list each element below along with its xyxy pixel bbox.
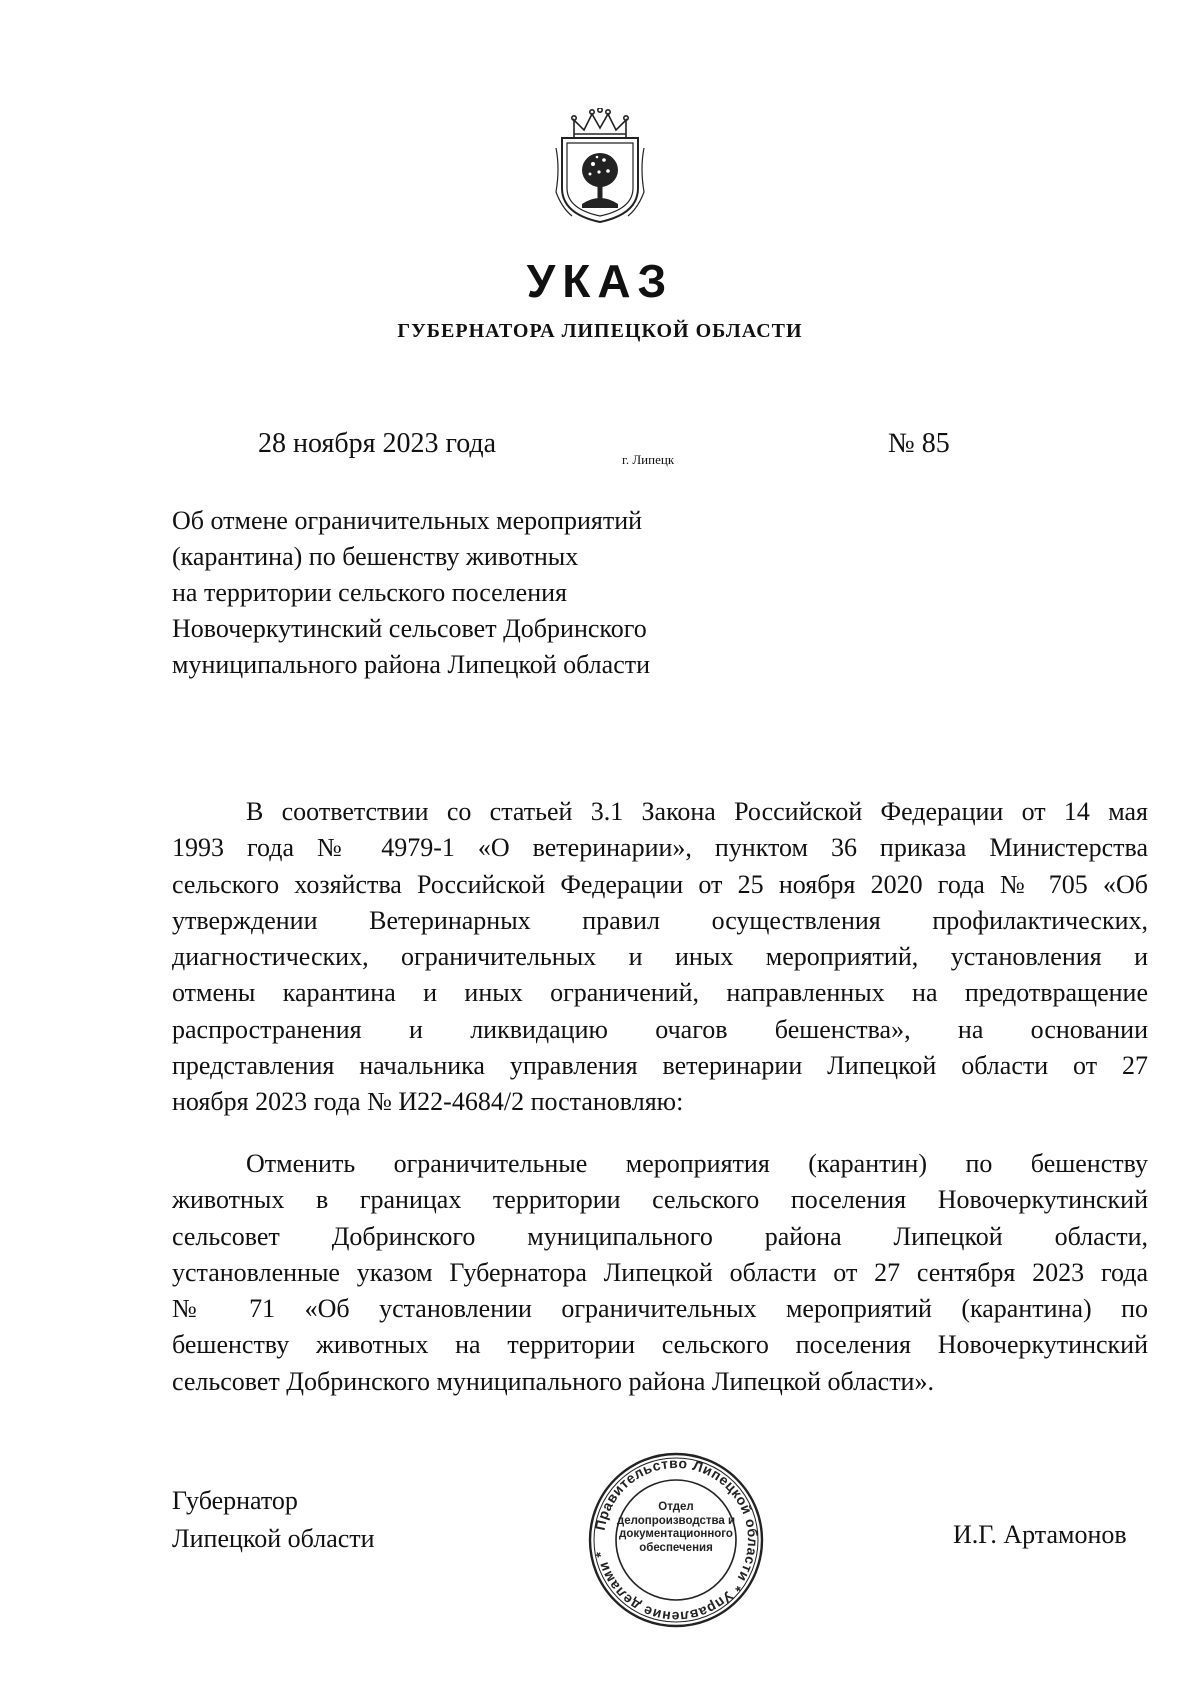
paragraph-legal-basis xyxy=(172,794,1148,1121)
decree-subject xyxy=(172,503,732,683)
decree-date: 28 ноября 2023 года xyxy=(258,428,497,459)
paragraph-line: бешенству животных на территории сельского поселения Новочеркутинский xyxy=(172,1330,1148,1360)
stamp-outer-text: Правительство Липецкой области * Управление делами * xyxy=(591,1454,762,1626)
document-title: УКАЗ xyxy=(526,255,674,307)
paragraph-line: № 71 «Об установлении ограничительных мероприятий (карантина) по xyxy=(172,1294,1148,1324)
paragraph-line: сельского хозяйства Российской Федерации от 25 ноября 2020 года № 705 «Об xyxy=(172,869,1148,899)
paragraph-line: сельсовет Добринского муниципального района Липецкой области, xyxy=(172,1221,1148,1251)
paragraph-line: отмены карантина и иных ограничений, направленных на предотвращение xyxy=(172,978,1148,1008)
signatory-position-line: Липецкой области xyxy=(172,1524,375,1553)
stamp-inner-line: документационного xyxy=(619,1528,733,1540)
stamp-inner-text xyxy=(610,1501,742,1555)
paragraph-line: животных в границах территории сельского поселения Новочеркутинский xyxy=(172,1185,1148,1215)
signatory-position-line: Губернатор xyxy=(172,1486,298,1515)
paragraph-line: Отменить ограничительные мероприятия (карантин) по бешенству xyxy=(246,1149,1148,1178)
paragraph-resolution xyxy=(172,1146,1148,1400)
subject-line: на территории сельского поселения xyxy=(172,578,567,607)
paragraph-line: диагностических, ограничительных и иных мероприятий, установления и xyxy=(172,942,1148,972)
subject-line: муниципального района Липецкой области xyxy=(172,650,651,679)
paragraph-line: установленные указом Губернатора Липецкой области от 27 сентября 2023 года xyxy=(172,1257,1148,1287)
signatory-position xyxy=(172,1482,375,1558)
paragraph-line: В соответствии со статьей 3.1 Закона Российской Федерации от 14 мая xyxy=(246,797,1148,826)
decree-number: № 85 xyxy=(888,428,950,459)
paragraph-line: сельсовет Добринского муниципального района Липецкой области». xyxy=(172,1366,934,1396)
stamp-inner-line: делопроизводства и xyxy=(616,1514,736,1527)
stamp-inner-line: обеспечения xyxy=(639,1541,713,1554)
signatory-name: И.Г. Артамонов xyxy=(953,1520,1127,1549)
stamp-inner-line: Отдел xyxy=(658,1501,694,1513)
paragraph-line: ноября 2023 года № И22-4684/2 постановляю: xyxy=(172,1087,684,1117)
paragraph-line: 1993 года № 4979-1 «О ветеринарии», пунктом 36 приказа Министерства xyxy=(172,833,1148,863)
subject-line: (карантина) по бешенству животных xyxy=(172,542,579,571)
decree-place: г. Липецк xyxy=(622,452,675,467)
subject-line: Об отмене ограничительных мероприятий xyxy=(172,506,643,535)
document-subtitle: ГУБЕРНАТОРА ЛИПЕЦКОЙ ОБЛАСТИ xyxy=(397,320,803,342)
paragraph-line: представления начальника управления ветеринарии Липецкой области от 27 xyxy=(172,1051,1148,1081)
paragraph-line: утверждении Ветеринарных правил осуществления профилактических, xyxy=(172,905,1148,935)
subject-line: Новочеркутинский сельсовет Добринского xyxy=(172,614,647,643)
coat-of-arms-icon xyxy=(552,108,648,226)
paragraph-line: распространения и ликвидацию очагов бешенства», на основании xyxy=(172,1014,1148,1044)
